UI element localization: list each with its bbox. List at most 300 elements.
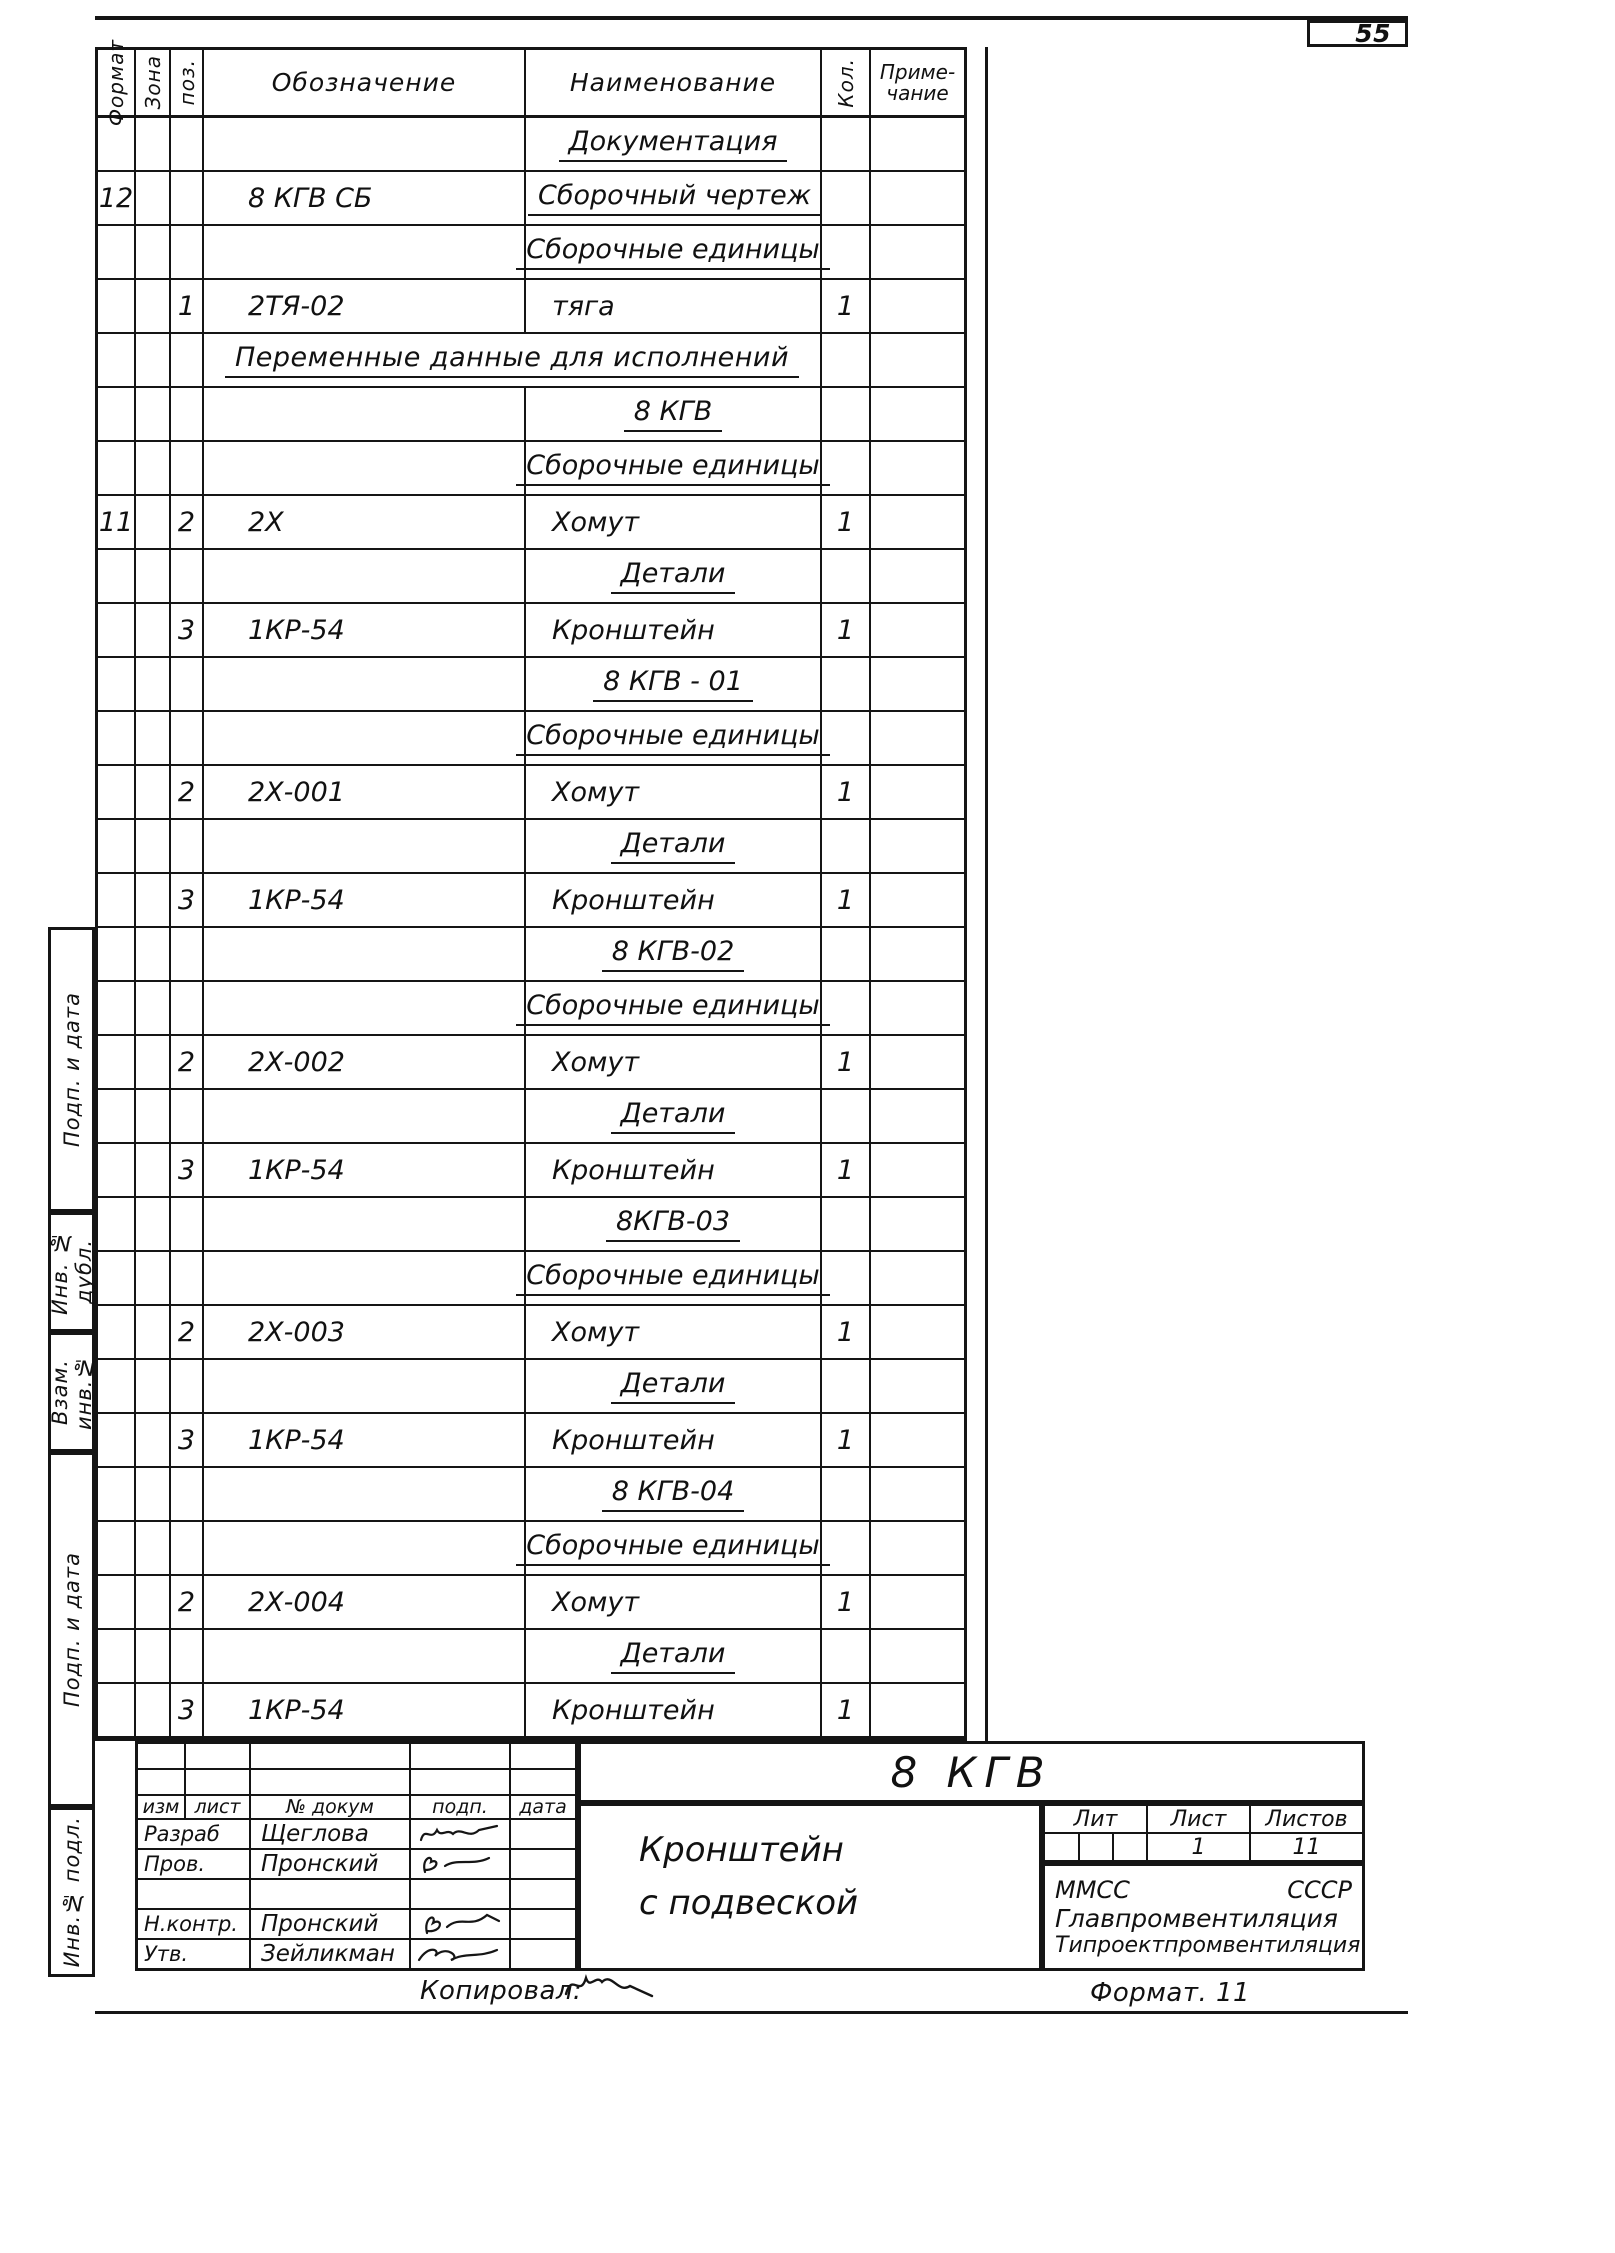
table-row	[98, 118, 964, 172]
cell-pos	[171, 442, 204, 496]
cell-designation	[204, 928, 526, 982]
cell-qty: 1	[822, 1684, 871, 1738]
table-row	[98, 1630, 964, 1684]
empty-cell	[511, 1744, 575, 1768]
table-row	[98, 712, 964, 766]
org-line3: Типроектпромвентиляция	[1055, 1933, 1361, 1958]
cell-note	[871, 1360, 964, 1414]
cell-designation	[204, 388, 526, 442]
cell-note	[871, 334, 964, 388]
cell-qty: 1	[822, 604, 871, 658]
lit-label: Лит	[1045, 1806, 1148, 1832]
cell-name	[526, 1522, 822, 1576]
cell-name	[526, 1468, 822, 1522]
cell-pos	[171, 334, 204, 388]
cell-name	[526, 226, 822, 280]
cell-pos	[171, 226, 204, 280]
table-row	[98, 226, 964, 280]
section-title: 8 КГВ-02	[602, 936, 745, 972]
cell-name	[526, 928, 822, 982]
cell-note	[871, 1684, 964, 1738]
table-row	[98, 1684, 964, 1738]
cell-pos	[171, 1090, 204, 1144]
doc-title	[581, 1806, 1039, 1929]
top-frame-line	[95, 16, 1408, 20]
section-title: 8 КГВ - 01	[593, 666, 753, 702]
signature-pronsky-2-icon	[411, 1910, 511, 1938]
cell-qty	[822, 820, 871, 874]
section-title: Детали	[611, 1638, 736, 1674]
empty-cell	[511, 1880, 575, 1908]
cell-pos: 2	[171, 496, 204, 550]
cell-pos	[171, 118, 204, 172]
cell-zone	[136, 496, 171, 550]
table-row	[98, 172, 964, 226]
signature-shcheglova-icon	[411, 1820, 511, 1848]
sheet-label: Лист	[1148, 1806, 1251, 1832]
cell-qty	[822, 928, 871, 982]
table-row	[98, 1036, 964, 1090]
cell-pos	[171, 1252, 204, 1306]
cell-format	[98, 1306, 136, 1360]
cell-name: Кронштейн	[526, 874, 822, 928]
lit-value-cell	[1045, 1834, 1148, 1860]
cell-name: Кронштейн	[526, 1684, 822, 1738]
section-title: Документация	[559, 126, 788, 162]
cell-note	[871, 1468, 964, 1522]
cell-qty: 1	[822, 1576, 871, 1630]
cell-pos: 2	[171, 766, 204, 820]
cell-zone	[136, 172, 171, 226]
cell-designation: 1КР-54	[204, 1414, 526, 1468]
table-row	[98, 496, 964, 550]
cell-pos	[171, 550, 204, 604]
empty-cell	[511, 1940, 575, 1968]
cell-qty	[822, 712, 871, 766]
sign-row-prov	[138, 1850, 575, 1880]
cell-qty	[822, 658, 871, 712]
cell-format	[98, 1036, 136, 1090]
sign-row-utv	[138, 1940, 575, 1968]
cell-designation: 2Х-004	[204, 1576, 526, 1630]
header-zone: Зона	[136, 50, 171, 118]
cell-zone	[136, 1090, 171, 1144]
sign-name: Пронский	[251, 1850, 411, 1878]
cell-name	[526, 1630, 822, 1684]
cell-note	[871, 118, 964, 172]
cell-designation	[204, 226, 526, 280]
cell-qty: 1	[822, 766, 871, 820]
empty-cell	[251, 1770, 411, 1794]
span-text: Переменные данные для исполнений	[225, 342, 799, 378]
cell-zone	[136, 1414, 171, 1468]
cell-note	[871, 1414, 964, 1468]
header-qty: Кол.	[822, 50, 871, 118]
cell-zone	[136, 280, 171, 334]
cell-designation	[204, 1198, 526, 1252]
empty-cell	[186, 1770, 251, 1794]
revision-header-row	[138, 1796, 575, 1820]
sign-role: Утв.	[138, 1940, 251, 1968]
cell-name: Кронштейн	[526, 604, 822, 658]
cell-pos: 2	[171, 1036, 204, 1090]
lit-list-listov-grid	[1042, 1803, 1365, 1863]
table-row	[98, 1144, 964, 1198]
cell-qty	[822, 982, 871, 1036]
cell-designation: 2Х-003	[204, 1306, 526, 1360]
table-row	[98, 280, 964, 334]
header-designation: Обозначение	[204, 50, 526, 118]
cell-name	[526, 1198, 822, 1252]
cell-qty	[822, 334, 871, 388]
table-row	[98, 1306, 964, 1360]
cell-designation: 1КР-54	[204, 874, 526, 928]
header-format: Формат	[98, 50, 136, 118]
sheet-value: 1	[1148, 1834, 1251, 1860]
format-label: Формат. 11	[1090, 1978, 1251, 2008]
cell-span-text	[204, 334, 822, 388]
cell-zone	[136, 1144, 171, 1198]
empty-cell	[511, 1850, 575, 1878]
table-row	[98, 1522, 964, 1576]
empty-cell	[251, 1880, 411, 1908]
cell-name: Хомут	[526, 496, 822, 550]
empty-cell	[511, 1820, 575, 1848]
cell-designation: 1КР-54	[204, 1144, 526, 1198]
sidebar-box-inv-dubl: Инв. № дубл.	[48, 1212, 95, 1332]
sidebar-box-podp-data-2: Подп. и дата	[48, 1452, 95, 1807]
empty-cell	[511, 1770, 575, 1794]
cell-name	[526, 712, 822, 766]
table-row	[98, 1468, 964, 1522]
cell-pos: 3	[171, 1414, 204, 1468]
cell-zone	[136, 1360, 171, 1414]
cell-qty	[822, 1090, 871, 1144]
cell-note	[871, 550, 964, 604]
doc-title-line1: Кронштейн	[639, 1830, 844, 1870]
cell-pos	[171, 1360, 204, 1414]
cell-zone	[136, 442, 171, 496]
empty-cell	[251, 1744, 411, 1768]
cell-qty	[822, 1630, 871, 1684]
header-pos: поз.	[171, 50, 204, 118]
cell-name	[526, 1252, 822, 1306]
cell-note	[871, 1144, 964, 1198]
cell-qty	[822, 1252, 871, 1306]
org-line2: Главпромвентиляция	[1055, 1904, 1338, 1933]
section-title: Сборочный чертеж	[528, 180, 821, 216]
cell-designation	[204, 550, 526, 604]
section-title: 8КГВ-03	[606, 1206, 740, 1242]
cell-pos	[171, 1522, 204, 1576]
section-title: Сборочные единицы	[516, 720, 830, 756]
cell-format: 12	[98, 172, 136, 226]
cell-pos: 3	[171, 1144, 204, 1198]
cell-zone	[136, 1522, 171, 1576]
cell-note	[871, 172, 964, 226]
sidebar-box-podp-data-1: Подп. и дата	[48, 927, 95, 1212]
cell-zone	[136, 712, 171, 766]
cell-note	[871, 1522, 964, 1576]
sheets-label: Листов	[1265, 1806, 1348, 1832]
cell-format	[98, 658, 136, 712]
cell-format	[98, 1198, 136, 1252]
cell-qty: 1	[822, 874, 871, 928]
cell-note	[871, 442, 964, 496]
cell-designation	[204, 712, 526, 766]
sign-role: Разраб	[138, 1820, 251, 1848]
cell-zone	[136, 928, 171, 982]
cell-designation	[204, 1522, 526, 1576]
cell-zone	[136, 1468, 171, 1522]
sign-name: Щеглова	[251, 1820, 411, 1848]
cell-qty	[822, 1522, 871, 1576]
cell-format	[98, 226, 136, 280]
cell-pos	[171, 928, 204, 982]
cell-format	[98, 442, 136, 496]
cell-format: 11	[98, 496, 136, 550]
cell-designation: 2Х	[204, 496, 526, 550]
cell-format	[98, 1414, 136, 1468]
cell-zone	[136, 388, 171, 442]
sign-name: Зейликман	[251, 1940, 411, 1968]
bottom-frame-line	[95, 2011, 1408, 2014]
cell-note	[871, 982, 964, 1036]
cell-pos: 2	[171, 1576, 204, 1630]
lit-subdivider	[1112, 1834, 1114, 1860]
revision-row-empty-2	[138, 1770, 575, 1796]
lit-subdivider	[1078, 1834, 1080, 1860]
cell-note	[871, 1252, 964, 1306]
cell-format	[98, 874, 136, 928]
cell-format	[98, 388, 136, 442]
sign-row-razrab	[138, 1820, 575, 1850]
sidebar-box-inv-podl: Инв.№ подл.	[48, 1807, 95, 1977]
cell-zone	[136, 1576, 171, 1630]
cell-format	[98, 1144, 136, 1198]
page-number: 55	[1355, 19, 1391, 48]
sign-role: Н.контр.	[138, 1910, 251, 1938]
cell-zone	[136, 982, 171, 1036]
sign-row-nkontr	[138, 1910, 575, 1940]
cell-note	[871, 874, 964, 928]
cell-zone	[136, 1036, 171, 1090]
cell-format	[98, 280, 136, 334]
cell-designation	[204, 982, 526, 1036]
signature-copier-icon	[560, 1968, 680, 2006]
header-podp: подп.	[411, 1796, 511, 1818]
cell-format	[98, 1684, 136, 1738]
page-number-box	[1307, 20, 1408, 47]
sign-role: Пров.	[138, 1850, 251, 1878]
cell-zone	[136, 1630, 171, 1684]
empty-cell	[186, 1744, 251, 1768]
cell-name	[526, 442, 822, 496]
header-note: Приме- чание	[871, 50, 964, 118]
section-title: 8 КГВ-04	[602, 1476, 745, 1512]
cell-zone	[136, 604, 171, 658]
cell-qty	[822, 1468, 871, 1522]
title-block-signature-grid	[135, 1741, 578, 1971]
cell-designation: 2ТЯ-02	[204, 280, 526, 334]
cell-name: Хомут	[526, 1306, 822, 1360]
cell-name	[526, 1360, 822, 1414]
cell-designation	[204, 442, 526, 496]
header-data: дата	[519, 1796, 567, 1818]
cell-note	[871, 1090, 964, 1144]
cell-designation	[204, 1630, 526, 1684]
table-row	[98, 604, 964, 658]
cell-qty	[822, 388, 871, 442]
cell-qty	[822, 118, 871, 172]
cell-note	[871, 226, 964, 280]
cell-zone	[136, 1252, 171, 1306]
copy-label: Копировал:	[420, 1976, 583, 2006]
cell-pos	[171, 1198, 204, 1252]
cell-format	[98, 1522, 136, 1576]
cell-name: Хомут	[526, 1576, 822, 1630]
cell-zone	[136, 1306, 171, 1360]
section-title: Сборочные единицы	[516, 234, 830, 270]
cell-note	[871, 820, 964, 874]
section-title: Детали	[611, 1368, 736, 1404]
cell-pos: 2	[171, 1306, 204, 1360]
empty-cell	[411, 1744, 511, 1768]
cell-pos	[171, 658, 204, 712]
cell-format	[98, 1252, 136, 1306]
sign-row-empty	[138, 1880, 575, 1910]
cell-zone	[136, 118, 171, 172]
cell-pos: 3	[171, 1684, 204, 1738]
cell-pos	[171, 820, 204, 874]
cell-note	[871, 388, 964, 442]
cell-name	[526, 982, 822, 1036]
cell-format	[98, 1360, 136, 1414]
doc-code-cell	[578, 1741, 1365, 1803]
signature-pronsky-icon	[411, 1850, 511, 1878]
doc-title-cell	[578, 1803, 1042, 1971]
table-row	[98, 388, 964, 442]
table-row	[98, 1252, 964, 1306]
table-row	[98, 820, 964, 874]
cell-qty	[822, 442, 871, 496]
table-row	[98, 658, 964, 712]
table-row	[98, 550, 964, 604]
sheets-value: 11	[1292, 1834, 1321, 1860]
spec-rows	[98, 118, 964, 1738]
cell-note	[871, 496, 964, 550]
empty-cell	[138, 1880, 251, 1908]
table-row	[98, 1576, 964, 1630]
cell-qty: 1	[822, 496, 871, 550]
table-row	[98, 442, 964, 496]
cell-designation: 1КР-54	[204, 604, 526, 658]
cell-name	[526, 388, 822, 442]
cell-designation	[204, 1468, 526, 1522]
cell-note	[871, 712, 964, 766]
cell-name	[526, 118, 822, 172]
cell-note	[871, 1630, 964, 1684]
cell-note	[871, 928, 964, 982]
cell-zone	[136, 1684, 171, 1738]
cell-qty	[822, 550, 871, 604]
cell-pos: 3	[171, 874, 204, 928]
cell-note	[871, 766, 964, 820]
cell-pos	[171, 388, 204, 442]
cell-pos	[171, 172, 204, 226]
cell-qty	[822, 1360, 871, 1414]
cell-zone	[136, 766, 171, 820]
right-frame-line	[985, 47, 988, 1741]
section-title: Сборочные единицы	[516, 450, 830, 486]
cell-format	[98, 1630, 136, 1684]
table-row	[98, 1360, 964, 1414]
cell-format	[98, 820, 136, 874]
cell-qty: 1	[822, 1144, 871, 1198]
cell-name: тяга	[526, 280, 822, 334]
lit-header-row	[1045, 1806, 1362, 1834]
section-title: Сборочные единицы	[516, 1260, 830, 1296]
table-row	[98, 928, 964, 982]
empty-cell	[511, 1910, 575, 1938]
cell-format	[98, 1576, 136, 1630]
cell-designation: 1КР-54	[204, 1684, 526, 1738]
table-row	[98, 1090, 964, 1144]
cell-name: Хомут	[526, 766, 822, 820]
cell-designation	[204, 658, 526, 712]
cell-qty	[822, 1198, 871, 1252]
cell-qty	[822, 172, 871, 226]
org-line1-left: ММСС	[1055, 1876, 1130, 1904]
cell-format	[98, 712, 136, 766]
cell-format	[98, 928, 136, 982]
cell-name	[526, 1090, 822, 1144]
cell-note	[871, 280, 964, 334]
cell-note	[871, 1576, 964, 1630]
org-line1	[1055, 1876, 1352, 1904]
cell-zone	[136, 334, 171, 388]
cell-zone	[136, 1198, 171, 1252]
header-izm: изм	[138, 1796, 186, 1818]
table-row	[98, 766, 964, 820]
cell-zone	[136, 820, 171, 874]
empty-cell	[138, 1770, 186, 1794]
cell-name: Кронштейн	[526, 1144, 822, 1198]
section-title: Детали	[611, 1098, 736, 1134]
cell-qty: 1	[822, 280, 871, 334]
cell-name	[526, 820, 822, 874]
cell-zone	[136, 550, 171, 604]
cell-name: Кронштейн	[526, 1414, 822, 1468]
revision-row-empty-1	[138, 1744, 575, 1770]
cell-format	[98, 604, 136, 658]
empty-cell	[138, 1744, 186, 1768]
cell-format	[98, 766, 136, 820]
cell-zone	[136, 874, 171, 928]
table-row	[98, 982, 964, 1036]
cell-format	[98, 982, 136, 1036]
section-title: 8 КГВ	[624, 396, 723, 432]
cell-note	[871, 1198, 964, 1252]
cell-qty: 1	[822, 1036, 871, 1090]
cell-designation	[204, 1360, 526, 1414]
cell-note	[871, 1306, 964, 1360]
cell-pos: 3	[171, 604, 204, 658]
cell-designation	[204, 118, 526, 172]
cell-designation	[204, 1090, 526, 1144]
spec-header-row	[98, 38, 964, 127]
signature-zeylikman-icon	[411, 1940, 511, 1968]
